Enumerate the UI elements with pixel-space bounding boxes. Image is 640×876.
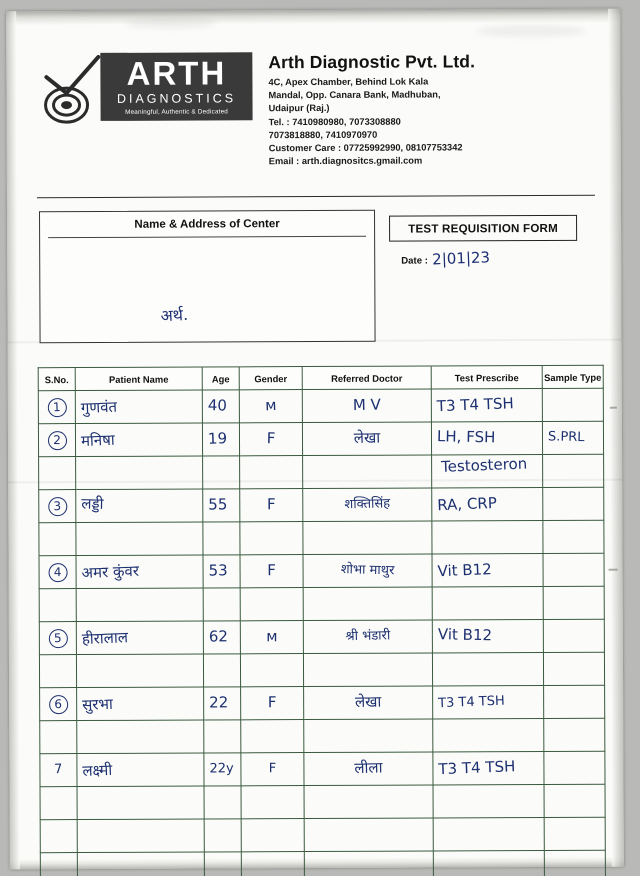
requisition-title-box <box>389 215 577 242</box>
cell-doctor[interactable] <box>304 818 433 852</box>
company-tel: Tel. : 7410980980, 7073308880 <box>268 116 401 127</box>
row-name-value: अमर कुंवर <box>81 561 140 583</box>
scan-edge-left <box>6 11 20 869</box>
cell-gender[interactable] <box>241 687 304 720</box>
table-row[interactable] <box>39 652 604 687</box>
cell-age[interactable] <box>203 654 240 687</box>
row-name-value: हीरालाल <box>81 628 129 649</box>
cell-name[interactable] <box>76 489 203 523</box>
row-doctor-value <box>303 537 431 538</box>
table-row[interactable] <box>40 718 605 753</box>
cell-sample[interactable] <box>543 487 604 520</box>
row-sno-value: 3 <box>47 496 67 516</box>
cell-age[interactable] <box>204 720 241 753</box>
cell-name[interactable] <box>77 786 204 820</box>
logo <box>34 52 254 121</box>
table-row[interactable] <box>40 817 605 852</box>
row-name-value <box>77 604 203 605</box>
cell-name[interactable] <box>77 852 204 876</box>
col-age: Age <box>202 367 239 390</box>
row-test-value: RA, CRP <box>436 494 498 515</box>
row-name-value <box>78 802 204 803</box>
cell-age[interactable] <box>202 423 239 456</box>
scan-edge-right <box>608 9 624 867</box>
cell-test[interactable] <box>431 422 542 455</box>
row-gender-value: F <box>266 495 276 514</box>
cell-age[interactable] <box>204 687 241 720</box>
cell-doctor[interactable] <box>303 521 432 555</box>
cell-sno[interactable] <box>38 391 75 424</box>
cell-age[interactable] <box>202 390 239 423</box>
row-gender-value: F <box>266 429 276 448</box>
logo-tagline: Meaningful, Authentic & Dedicated <box>125 108 229 116</box>
row-doctor-value <box>305 867 433 868</box>
cell-name[interactable] <box>77 687 204 721</box>
cell-sample[interactable] <box>544 817 605 850</box>
row-gender-value: м <box>264 396 277 415</box>
scan-mark <box>610 407 617 409</box>
cell-name[interactable] <box>77 753 204 787</box>
row-test-value: Vit B12 <box>437 625 493 645</box>
col-test: Test Prescribe <box>431 366 542 389</box>
cell-sno[interactable] <box>40 853 77 876</box>
row-name-value: गुणवंत <box>80 397 118 418</box>
row-name-value: मनिषा <box>80 430 116 451</box>
cell-sno[interactable] <box>40 820 77 853</box>
cell-sno[interactable] <box>40 721 77 754</box>
row-name-value <box>77 670 203 671</box>
logo-box <box>100 52 252 121</box>
cell-sno[interactable] <box>39 556 76 589</box>
row-test-value: Vit B12 <box>437 560 493 581</box>
cell-name[interactable] <box>76 555 203 589</box>
cell-doctor[interactable] <box>304 719 433 753</box>
cell-test[interactable] <box>432 455 543 488</box>
cell-age[interactable] <box>204 753 241 786</box>
cell-test[interactable] <box>432 620 543 653</box>
cell-doctor[interactable] <box>303 554 432 588</box>
company-address-3: Udaipur (Raj.) <box>268 103 330 114</box>
cell-sno[interactable] <box>40 688 77 721</box>
row-age-value: 19 <box>207 429 228 449</box>
center-box-label: Name & Address of Center <box>134 218 280 231</box>
row-name-value: सुरभा <box>81 694 114 715</box>
center-name-address-box[interactable] <box>39 210 376 343</box>
company-address-2: Mandal, Opp. Canara Bank, Madhuban, <box>268 89 441 101</box>
row-doctor-value <box>305 801 433 802</box>
cell-sample[interactable] <box>544 784 605 817</box>
cell-sample[interactable] <box>544 751 605 784</box>
cell-doctor[interactable] <box>303 455 432 489</box>
row-name-value <box>76 472 202 473</box>
row-age-value: 53 <box>208 561 228 580</box>
table-row[interactable] <box>39 454 604 489</box>
cell-sno[interactable] <box>39 490 76 523</box>
cell-gender[interactable] <box>241 753 304 786</box>
cell-doctor[interactable] <box>304 686 433 720</box>
cell-doctor[interactable] <box>303 653 432 687</box>
row-gender-value: F <box>268 761 277 777</box>
row-doctor-value: शोभा माथुर <box>340 562 395 579</box>
cell-sno[interactable] <box>40 754 77 787</box>
logo-sub: DIAGNOSTICS <box>116 91 237 106</box>
cell-gender[interactable] <box>241 720 304 753</box>
cell-doctor[interactable] <box>302 389 431 423</box>
table-row[interactable] <box>40 784 605 819</box>
cell-sample[interactable] <box>543 652 604 685</box>
cell-gender[interactable] <box>240 489 303 522</box>
table-row[interactable] <box>38 421 603 456</box>
cell-gender[interactable] <box>241 786 304 819</box>
company-address-1: 4C, Apex Chamber, Behind Lok Kala <box>268 76 429 88</box>
row-age-value: 55 <box>208 495 228 514</box>
row-age-value: 22 <box>209 693 229 712</box>
row-doctor-value: श्री भंडारी <box>345 628 391 645</box>
row-name-value <box>78 868 204 869</box>
cell-name[interactable] <box>76 588 203 622</box>
target-check-icon <box>40 55 102 125</box>
row-doctor-value: लेखा <box>354 692 382 712</box>
cell-sample[interactable] <box>543 586 604 619</box>
cell-sample[interactable] <box>544 718 605 751</box>
cell-sample[interactable] <box>543 454 604 487</box>
row-doctor-value <box>304 603 432 604</box>
table-row[interactable] <box>40 685 605 720</box>
logo-brand: ARTH <box>126 54 227 92</box>
row-test-value: T3 T4 TSH <box>437 693 506 712</box>
cell-age[interactable] <box>203 456 240 489</box>
date-row <box>401 249 490 267</box>
cell-age[interactable] <box>204 852 241 876</box>
row-gender-value: F <box>267 561 276 580</box>
cell-test[interactable] <box>433 686 544 719</box>
cell-test[interactable] <box>433 818 544 851</box>
cell-test[interactable] <box>432 653 543 686</box>
cell-age[interactable] <box>203 555 240 588</box>
row-doctor-value <box>304 669 432 670</box>
cell-test[interactable] <box>433 785 544 818</box>
row-name-value <box>77 736 203 737</box>
cell-age[interactable] <box>203 522 240 555</box>
cell-doctor[interactable] <box>303 488 432 522</box>
row-doctor-value: M V <box>352 395 382 415</box>
cell-sno[interactable] <box>39 622 76 655</box>
row-sno-value: 1 <box>47 397 67 417</box>
company-customer-care: Customer Care : 07725992990, 08107753342 <box>268 142 463 154</box>
row-doctor-value <box>303 471 431 472</box>
row-gender-value: м <box>266 627 278 646</box>
cell-sample[interactable] <box>543 553 604 586</box>
row-age-value: 62 <box>208 627 228 646</box>
col-doctor: Referred Doctor <box>302 366 431 390</box>
cell-sno[interactable] <box>39 523 76 556</box>
cell-gender[interactable] <box>241 819 304 852</box>
row-test-value: T3 T4 TSH <box>438 757 516 779</box>
cell-sno[interactable] <box>39 655 76 688</box>
table-header-row <box>38 365 603 390</box>
cell-test[interactable] <box>432 488 543 521</box>
cell-name[interactable] <box>76 654 203 688</box>
cell-gender[interactable] <box>239 423 302 456</box>
cell-name[interactable] <box>75 390 202 424</box>
row-test-value: Testosteron <box>440 454 528 476</box>
cell-test[interactable] <box>431 389 542 422</box>
cell-sample[interactable] <box>544 685 605 718</box>
paper-sheet <box>6 9 624 870</box>
cell-test[interactable] <box>433 752 544 785</box>
cell-name[interactable] <box>77 819 204 853</box>
cell-age[interactable] <box>204 819 241 852</box>
row-doctor-value <box>304 735 432 736</box>
center-box-underline <box>48 236 366 238</box>
row-doctor-value: लेखा <box>353 428 381 448</box>
col-name: Patient Name <box>75 367 202 391</box>
company-details <box>268 51 595 169</box>
cell-name[interactable] <box>76 621 203 655</box>
cell-doctor[interactable] <box>303 620 432 654</box>
row-sno-value: 7 <box>53 762 63 778</box>
cell-doctor[interactable] <box>304 851 433 876</box>
letterhead <box>34 51 595 170</box>
row-sample-value: S.PRL <box>547 429 585 446</box>
cell-sno[interactable] <box>38 424 75 457</box>
table-row[interactable] <box>40 751 605 786</box>
scan-smudge <box>476 25 586 37</box>
row-name-value: लक्ष्मी <box>82 761 113 781</box>
row-doctor-value: शक्तिसिंह <box>344 496 391 513</box>
row-name-value <box>76 538 202 539</box>
cell-name[interactable] <box>75 423 202 457</box>
cell-test[interactable] <box>432 554 543 587</box>
cell-doctor[interactable] <box>303 587 432 621</box>
cell-sno[interactable] <box>40 787 77 820</box>
cell-age[interactable] <box>203 621 240 654</box>
cell-age[interactable] <box>204 786 241 819</box>
cell-gender[interactable] <box>240 621 303 654</box>
cell-sample[interactable] <box>543 520 604 553</box>
cell-sno[interactable] <box>39 589 76 622</box>
cell-sample[interactable] <box>543 619 604 652</box>
cell-gender[interactable] <box>241 852 304 876</box>
row-gender-value: F <box>267 693 277 712</box>
cell-gender[interactable] <box>240 555 303 588</box>
row-sno-value: 5 <box>48 628 68 648</box>
row-name-value: लड्डी <box>81 494 104 514</box>
row-sno-value: 4 <box>48 562 67 581</box>
cell-gender[interactable] <box>240 522 303 555</box>
scan-edge-top <box>6 9 620 26</box>
company-tel-2: 7073818880, 7410970970 <box>268 129 378 140</box>
requisition-title: TEST REQUISITION FORM <box>408 221 559 236</box>
cell-age[interactable] <box>203 588 240 621</box>
row-test-value: LH, FSH <box>436 427 496 447</box>
scan-mark <box>609 569 618 571</box>
center-box-handwritten-value: अर्थ. <box>159 304 189 326</box>
cell-test[interactable] <box>432 587 543 620</box>
row-test-value: T3 T4 TSH <box>436 394 515 416</box>
cell-name[interactable] <box>76 522 203 556</box>
cell-test[interactable] <box>433 719 544 752</box>
cell-gender[interactable] <box>239 390 302 423</box>
table-row[interactable] <box>39 487 604 522</box>
row-age-value: 22y <box>209 761 234 777</box>
cell-name[interactable] <box>77 720 204 754</box>
cell-doctor[interactable] <box>304 785 433 819</box>
cell-gender[interactable] <box>240 588 303 621</box>
cell-sample[interactable] <box>542 388 603 421</box>
cell-sno[interactable] <box>39 457 76 490</box>
cell-name[interactable] <box>76 456 203 490</box>
cell-doctor[interactable] <box>304 752 433 786</box>
cell-doctor[interactable] <box>302 422 431 456</box>
cell-gender[interactable] <box>240 456 303 489</box>
col-sno: S.No. <box>38 368 75 391</box>
col-gender: Gender <box>239 367 302 390</box>
cell-age[interactable] <box>203 489 240 522</box>
col-sample: Sample Type <box>542 365 603 388</box>
date-label: Date : <box>401 255 428 267</box>
cell-sample[interactable] <box>544 850 605 876</box>
cell-test[interactable] <box>433 851 544 876</box>
row-sno-value: 6 <box>48 694 67 713</box>
company-email: Email : arth.diagnositcs.gmail.com <box>268 155 423 167</box>
table-row[interactable] <box>39 520 604 555</box>
cell-test[interactable] <box>432 521 543 554</box>
table-row[interactable] <box>39 553 604 588</box>
cell-gender[interactable] <box>240 654 303 687</box>
row-age-value: 40 <box>207 396 228 415</box>
scan-smudge <box>126 18 216 28</box>
company-name: Arth Diagnostic Pvt. Ltd. <box>268 51 476 73</box>
header-divider <box>37 195 595 198</box>
table-row[interactable] <box>40 850 605 876</box>
cell-sample[interactable] <box>542 421 603 454</box>
table-row[interactable] <box>39 619 604 654</box>
table-row[interactable] <box>39 586 604 621</box>
requisition-table <box>38 365 606 876</box>
row-sno-value: 2 <box>47 430 66 449</box>
date-value: 2|01|23 <box>431 248 491 269</box>
row-doctor-value <box>305 834 433 835</box>
row-doctor-value: लीला <box>354 758 383 778</box>
row-name-value <box>78 835 204 836</box>
table-row[interactable] <box>38 388 603 423</box>
